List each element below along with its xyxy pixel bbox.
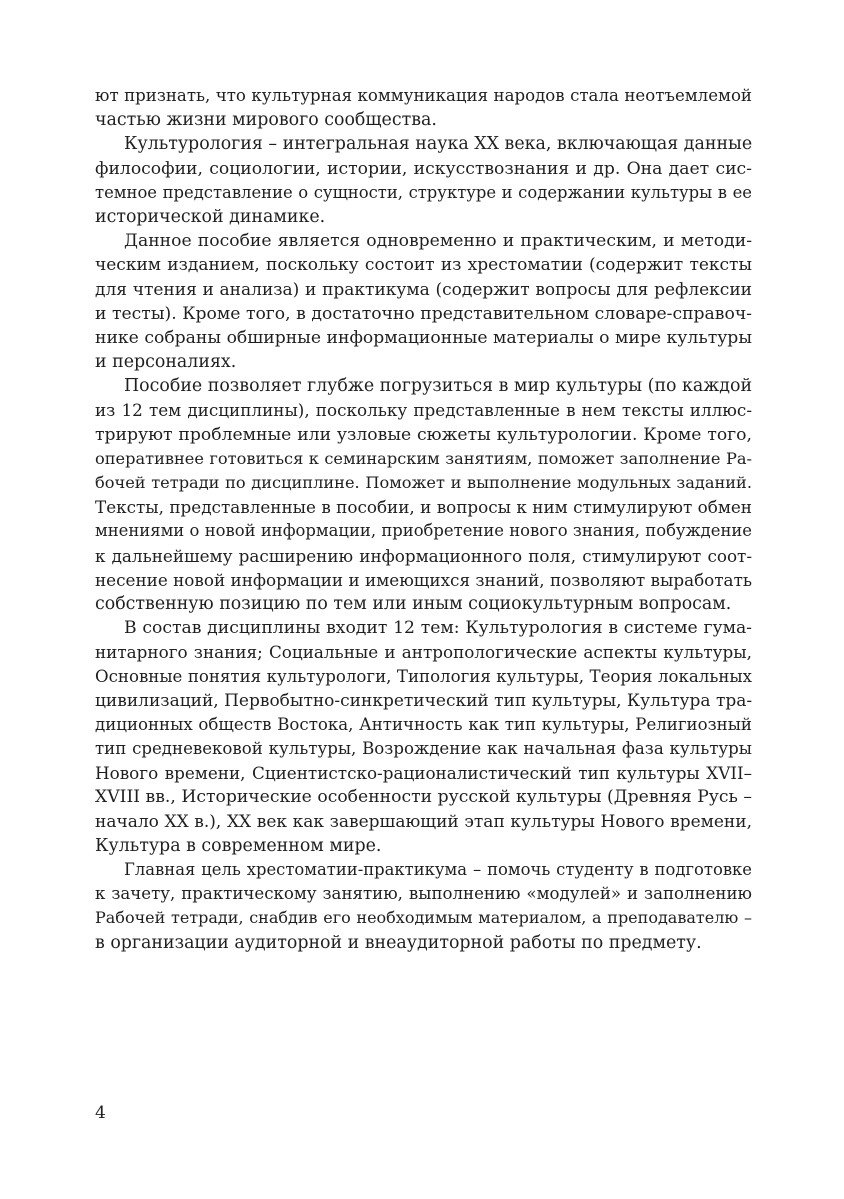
- text-line: Основные понятия культурологи, Типология культуры, Теория локальных: [95, 666, 752, 686]
- text-line: мнениями о новой информации, приобретение нового знания, побуждение: [95, 521, 752, 541]
- text-line: начало XX в.), XX век как завершающий этап культуры Нового времени,: [95, 811, 752, 832]
- text-line: XVIII вв., Исторические особенности русской культуры (Древняя Русь –: [95, 787, 752, 808]
- text-line: для чтения и анализа) и практикума (содержит вопросы для рефлексии: [95, 279, 752, 300]
- text-line: частью жизни мирового сообщества.: [95, 110, 437, 131]
- text-line: ют признать, что культурная коммуникация народов стала неотъемлемой: [95, 86, 752, 105]
- text-line: В состав дисциплины входит 12 тем: Культурология в системе гума-: [124, 618, 752, 639]
- text-line: к дальнейшему расширению информационного поля, стимулируют соот-: [95, 545, 752, 566]
- text-line: Данное пособие является одновременно и практическим, и методи-: [124, 231, 752, 252]
- text-line: Тексты, представленные в пособии, и вопросы к ним стимулируют обмен: [95, 497, 752, 518]
- paragraph: [95, 132, 752, 229]
- text-line: и персоналиях.: [95, 352, 237, 373]
- text-line: Культура в современном мире.: [95, 835, 382, 856]
- text-line: нике собраны обширные информационные материалы о мире культуры: [95, 327, 752, 348]
- text-line: Культурология – интегральная наука XX века, включающая данные: [124, 134, 753, 155]
- text-line: к зачету, практическому занятию, выполнению «модулей» и заполнению: [95, 884, 752, 904]
- text-line: философии, социологии, истории, искусствознания и др. Она дает сис-: [95, 158, 752, 179]
- text-line: Главная цель хрестоматии-практикума – помочь студенту в подготовке: [124, 860, 752, 879]
- body-text: [95, 84, 752, 955]
- paragraph: [95, 229, 752, 374]
- text-line: тип средневековой культуры, Возрождение как начальная фаза культуры: [95, 739, 752, 759]
- text-line: темное представление о сущности, структуре и содержании культуры в ее: [95, 182, 752, 202]
- text-line: исторической динамике.: [95, 206, 326, 227]
- text-line: цивилизаций, Первобытно-синкретический тип культуры, Культура тра-: [95, 690, 753, 711]
- paragraph: [95, 858, 752, 955]
- text-line: Нового времени, Сциентистско-рационалистический тип культуры XVII–: [95, 763, 752, 784]
- text-line: Пособие позволяет глубже погрузиться в мир культуры (по каждой: [124, 376, 753, 397]
- text-line: нитарного знания; Социальные и антропологические аспекты культуры,: [95, 642, 752, 663]
- text-line: в организации аудиторной и внеаудиторной работы по предмету.: [95, 932, 702, 953]
- text-line: ческим изданием, поскольку состоит из хрестоматии (содержит тексты: [95, 255, 752, 276]
- text-line: собственную позицию по тем или иным социокультурным вопросам.: [95, 593, 732, 614]
- paragraph: [95, 84, 752, 132]
- text-line: и тесты). Кроме того, в достаточно представительном словаре-справоч-: [95, 303, 752, 324]
- text-line: трируют проблемные или узловые сюжеты культурологии. Кроме того,: [95, 424, 752, 445]
- text-line: оперативнее готовиться к семинарским занятиям, поможет заполнение Ра-: [95, 448, 752, 468]
- text-line: бочей тетради по дисциплине. Поможет и выполнение модульных заданий.: [95, 473, 752, 492]
- text-line: из 12 тем дисциплины), поскольку представленные в нем тексты иллюс-: [95, 400, 752, 421]
- text-line: Рабочей тетради, снабдив его необходимым материалом, а преподавателю –: [95, 908, 752, 928]
- text-line: диционных обществ Востока, Античность как тип культуры, Религиозный: [95, 714, 752, 734]
- page-number: 4: [95, 1103, 106, 1123]
- paragraph: [95, 374, 752, 616]
- text-line: несение новой информации и имеющихся знаний, позволяют выработать: [95, 569, 752, 590]
- paragraph: [95, 616, 752, 858]
